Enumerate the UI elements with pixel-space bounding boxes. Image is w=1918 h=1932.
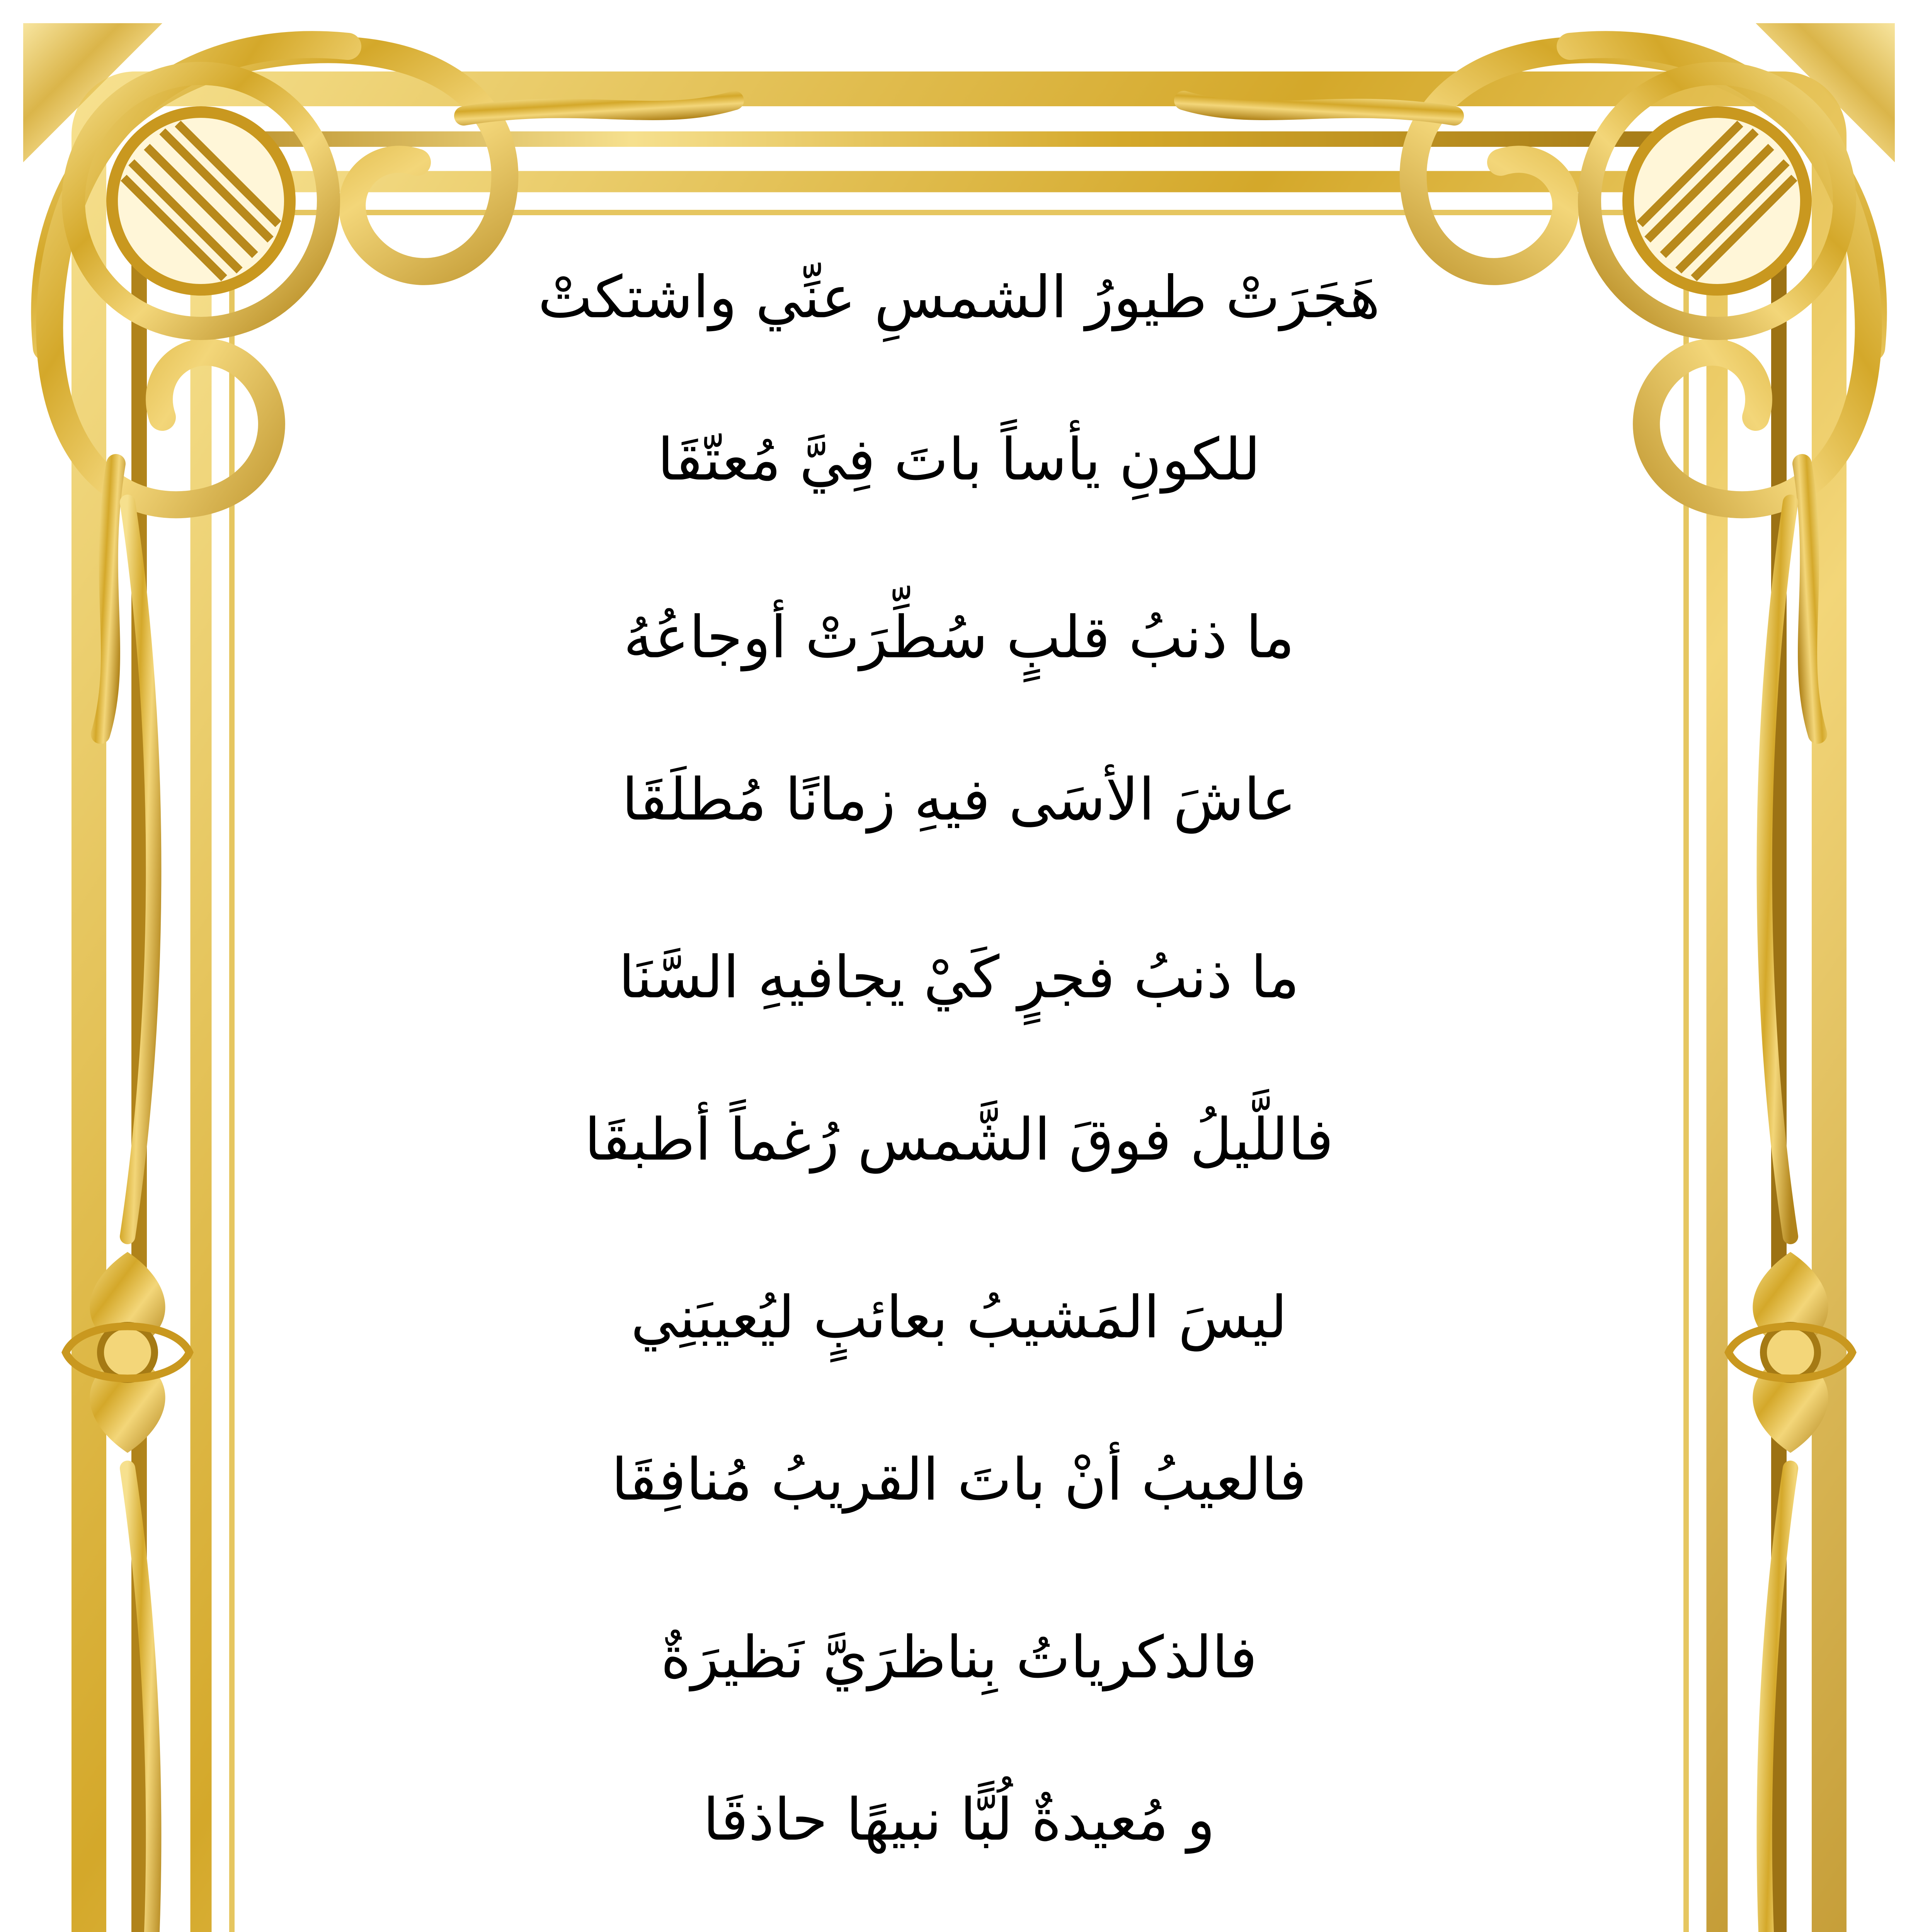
stanza: [425, 1236, 1493, 1577]
stanza: [425, 1917, 1493, 1932]
stanza: [425, 556, 1493, 896]
verse-line: و مُعيدةٌ لُبًّا نبيهًا حاذقَا: [703, 1786, 1215, 1854]
verse-line: [425, 1917, 1493, 1932]
poem-body: [425, 216, 1493, 1932]
verse-line: للكونِ يأساً باتَ فِيَّ مُعتّقَا: [657, 426, 1261, 493]
verse-line: ليسَ المَشيبُ بعائبٍ ليُعيبَنِي: [631, 1284, 1287, 1351]
stanza: [425, 896, 1493, 1236]
verse-line: فالذكرياتُ بِناظرَيَّ نَظيرَةٌ: [660, 1624, 1258, 1691]
verse-line: ما ذنبُ فجرٍ كَيْ يجافيهِ السَّنَا: [618, 944, 1300, 1011]
verse-line: ما ذنبُ قلبٍ سُطِّرَتْ أوجاعُهُ: [623, 604, 1295, 671]
verse-line: هَجَرَتْ طيورُ الشمسِ عنِّي واشتكتْ: [538, 264, 1380, 331]
verse-line: عاشَ الأسَى فيهِ زمانًا مُطلَقَا: [622, 766, 1296, 833]
stanza: [425, 216, 1493, 556]
verse-line: فاللَّيلُ فوقَ الشَّمس رُغماً أطبقَا: [584, 1106, 1334, 1173]
verse-line: فالعيبُ أنْ باتَ القريبُ مُنافِقَا: [611, 1446, 1307, 1514]
stanza: [425, 1577, 1493, 1917]
